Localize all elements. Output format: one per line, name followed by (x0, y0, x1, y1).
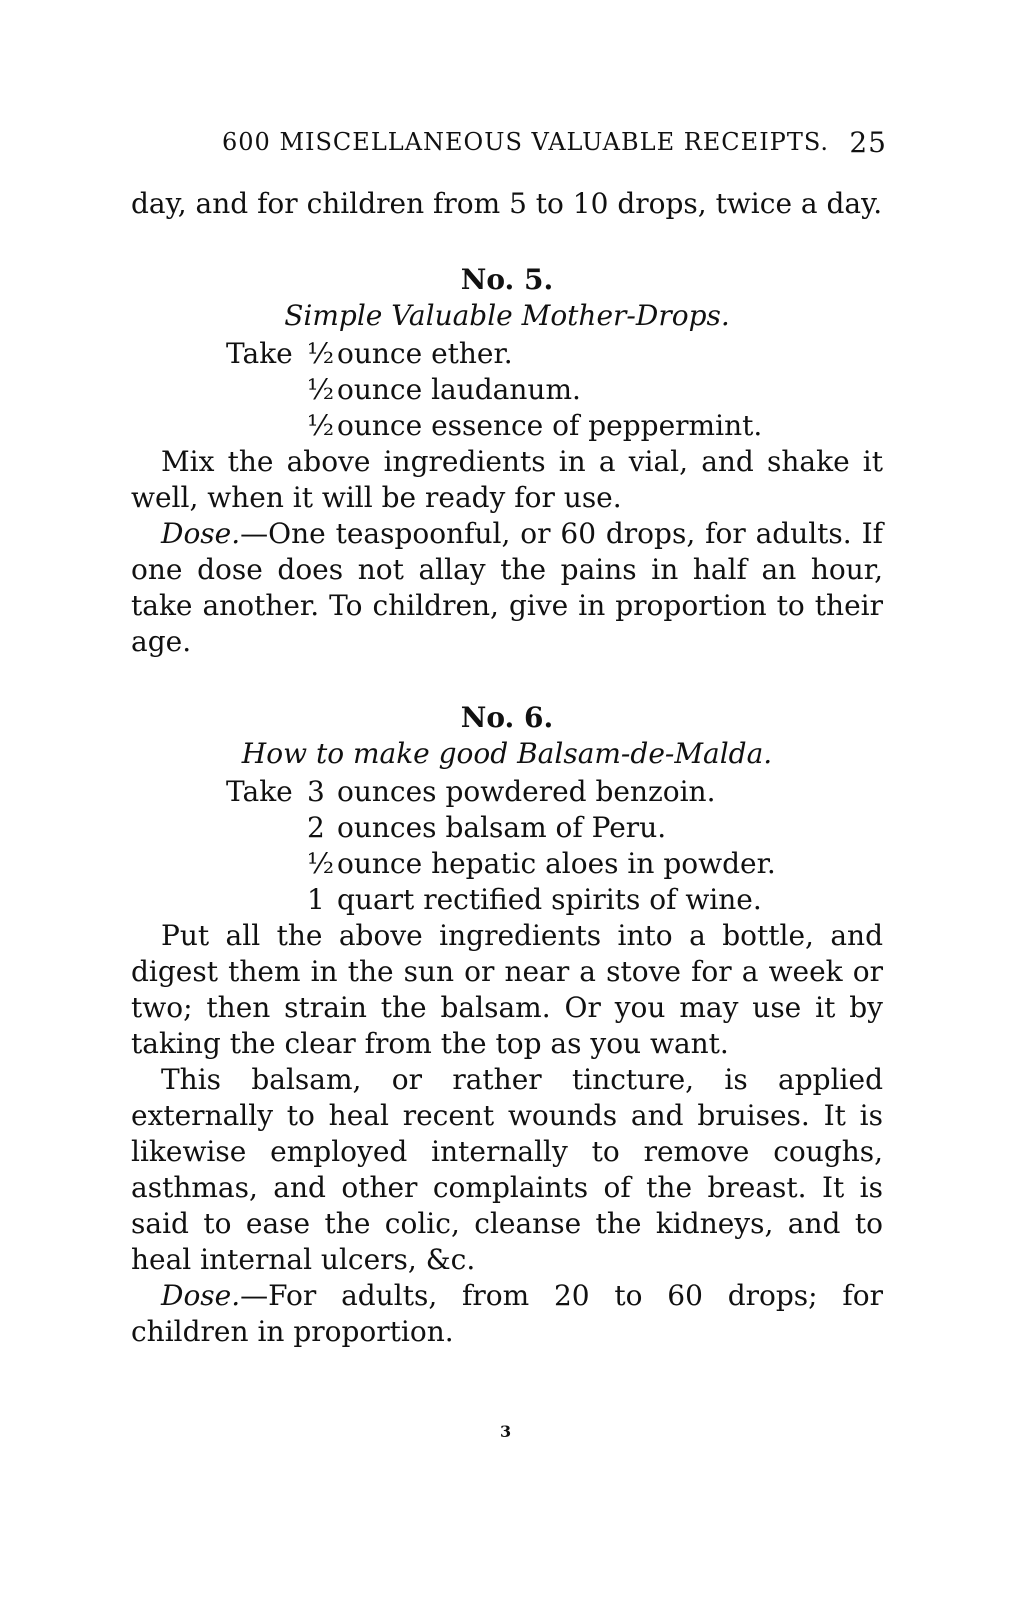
ingredient-desc: ounces powdered benzoin. (337, 775, 716, 808)
ingredient-qty: ½ (307, 373, 335, 406)
section-5-directions: Mix the above ingredients in a vial, and shake it well, when it will be ready for use. (131, 445, 883, 514)
ingredient-line (131, 336, 883, 372)
ingredient-desc: ounces balsam of Peru. (337, 811, 667, 844)
section-6-dose (131, 1278, 883, 1350)
section-6-title: How to make good Balsam-de-Malda. (241, 737, 773, 770)
section-5-title: Simple Valuable Mother-Drops. (284, 299, 730, 332)
ingredient-qty: 3 (307, 775, 325, 808)
signature-mark: 3 (500, 1422, 512, 1441)
ingredient-desc: quart rectified spirits of wine. (337, 883, 762, 916)
page-number: 25 (849, 126, 887, 159)
section-5-ingredients (131, 336, 883, 444)
section-6-ingredients (131, 774, 883, 918)
ingredient-line (131, 774, 883, 810)
ingredient-desc: ounce ether. (337, 337, 513, 370)
section-5-number: No. 5. (460, 263, 554, 296)
ingredient-qty: 2 (307, 811, 325, 844)
take-label: Take (226, 337, 293, 370)
ingredient-qty: ½ (307, 337, 335, 370)
ingredient-line (131, 882, 883, 918)
ingredient-desc: ounce essence of peppermint. (337, 409, 763, 442)
ingredient-desc: ounce hepatic aloes in powder. (337, 847, 776, 880)
running-head (222, 128, 887, 168)
ingredient-line (131, 810, 883, 846)
section-6-uses: This balsam, or rather tincture, is applied externally to heal recent wounds and bruises. It is likewise employed internally to remove coughs, asthmas, and other complaints of the breast. It is said to ease the colic, cleanse the kidneys, and to heal internal ulcers, &c. (131, 1063, 883, 1276)
take-label: Take (226, 775, 293, 808)
dose-text: —One teaspoonful, or 60 drops, for adults. If one dose does not allay the pains in half an hour, take another. To children, give in proportion to their age. (131, 517, 883, 658)
ingredient-line (131, 846, 883, 882)
ingredient-desc: ounce laudanum. (337, 373, 581, 406)
section-6-number: No. 6. (460, 701, 554, 734)
section-5-dose (131, 516, 883, 660)
dose-text: —For adults, from 20 to 60 drops; for children in proportion. (131, 1279, 883, 1348)
ingredient-line (131, 408, 883, 444)
running-head-title: 600 MISCELLANEOUS VALUABLE RECEIPTS. (222, 128, 830, 156)
ingredient-qty: 1 (307, 883, 325, 916)
page-body (131, 186, 883, 1350)
ingredient-line (131, 372, 883, 408)
ingredient-qty: ½ (307, 847, 335, 880)
dose-label: Dose. (161, 517, 241, 550)
section-6-directions: Put all the above ingredients into a bottle, and digest them in the sun or near a stove for a week or two; then strain the balsam. Or you may use it by taking the clear from the top as you want. (131, 919, 883, 1060)
ingredient-qty: ½ (307, 409, 335, 442)
dose-label: Dose. (161, 1279, 241, 1312)
opening-paragraph: day, and for children from 5 to 10 drops, twice a day. (131, 187, 883, 220)
